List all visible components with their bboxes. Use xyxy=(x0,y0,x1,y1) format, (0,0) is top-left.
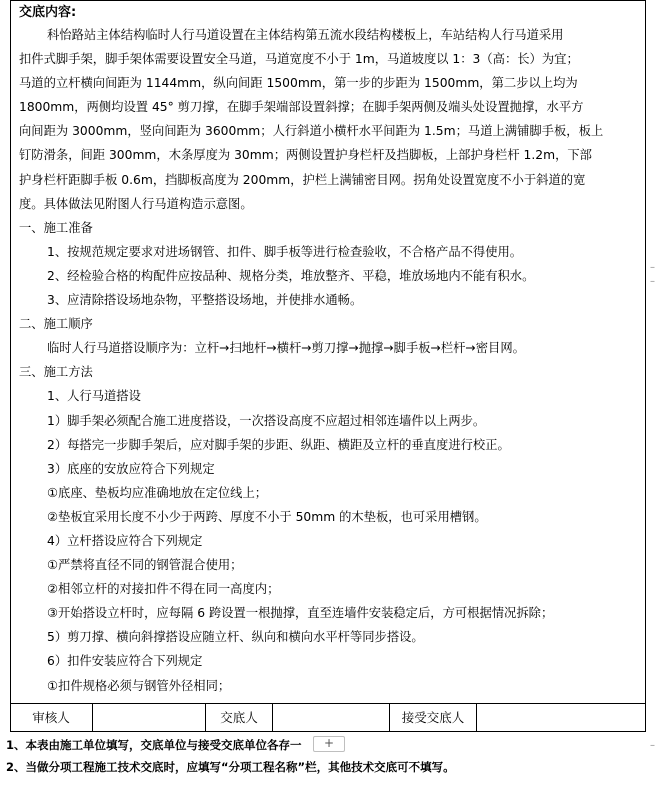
reviewer-field[interactable] xyxy=(93,704,205,731)
paragraph-line: 向间距为 3000mm，竖向间距为 3600mm；人行斜道小横杆水平间距为 1.5m；马道上满铺脚手板，板上 xyxy=(19,124,604,139)
list-item: ③开始搭设立杆时，应每隔 6 跨设置一根抛撑，直至连墙件安装稳定后，方可根据情况拆除； xyxy=(47,606,554,621)
signature-row xyxy=(10,703,646,732)
paragraph-line: 钉防滑条，间距 300mm，木条厚度为 30mm；两侧设置护身栏杆及挡脚板，上部护身栏杆 1.2m，下部 xyxy=(19,148,592,163)
disclosure-form xyxy=(10,0,646,732)
section-title: 一、施工准备 xyxy=(19,220,93,235)
list-item: 1）脚手架必须配合施工进度搭设，一次搭设高度不应超过相邻连墙件以上两步。 xyxy=(47,413,486,428)
list-item: 2、经检验合格的构配件应按品种、规格分类，堆放整齐、平稳，堆放场地内不能有积水。 xyxy=(47,268,535,283)
footnote-1: 1、本表由施工单位填写，交底单位与接受交底单位各存一 xyxy=(6,738,302,752)
list-item: 3）底座的安放应符合下列规定 xyxy=(47,461,215,476)
content-heading: 交底内容: xyxy=(19,5,77,20)
discloser-label: 交底人 xyxy=(220,710,258,725)
add-button[interactable]: + xyxy=(313,736,345,752)
list-item: 1、按规范规定要求对进场钢管、扣件、脚手板等进行检查验收，不合格产品不得使用。 xyxy=(47,244,523,259)
paragraph-line: 扣件式脚手架，脚手架体需要设置安全马道，马道宽度不小于 1m，马道坡度以 1：3（高：长）为宜； xyxy=(19,52,579,67)
scroll-marker: – xyxy=(650,276,655,287)
paragraph-line: 科怡路站主体结构临时人行马道设置在主体结构第五流水段结构楼板上，车站结构人行马道采用 xyxy=(47,28,564,42)
intro-paragraph xyxy=(19,23,639,216)
list-item: ①严禁将直径不同的钢管混合使用； xyxy=(47,558,243,573)
section-method xyxy=(19,360,639,697)
list-item: ①扣件规格必须与钢管外径相同； xyxy=(47,678,231,693)
disclosure-content xyxy=(19,3,639,698)
paragraph-line: 度。具体做法见附图人行马道构造示意图。 xyxy=(19,196,253,211)
list-item: ②相邻立杆的对接扣件不得在同一高度内； xyxy=(47,582,280,597)
receiver-field[interactable] xyxy=(477,704,644,731)
list-item: 5）剪刀撑、横向斜撑搭设应随立杆、纵向和横向水平杆等同步搭设。 xyxy=(47,630,424,645)
list-item: ①底座、垫板均应准确地放在定位线上； xyxy=(47,485,268,500)
section-preparation xyxy=(19,216,639,312)
list-item: 2）每搭完一步脚手架后，应对脚手架的步距、纵距、横距及立杆的垂直度进行校正。 xyxy=(47,437,510,452)
list-item: 6）扣件安装应符合下列规定 xyxy=(47,654,203,669)
scroll-marker: – xyxy=(650,740,655,751)
reviewer-label: 审核人 xyxy=(32,710,70,725)
list-item: 3、应清除搭设场地杂物，平整搭设场地，并使排水通畅。 xyxy=(47,293,363,308)
scroll-marker: – xyxy=(650,262,655,273)
section-title: 三、施工方法 xyxy=(19,365,93,380)
paragraph-line: 马道的立杆横向间距为 1144mm，纵向间距 1500mm，第一步的步距为 1500mm，第二步以上均为 xyxy=(19,76,578,91)
paragraph-line: 1800mm，两侧均设置 45° 剪刀撑，在脚手架端部设置斜撑；在脚手架两侧及端头处设置抛撑，水平方 xyxy=(19,100,584,115)
receiver-label: 接受交底人 xyxy=(401,710,465,725)
list-item: 1、人行马道搭设 xyxy=(47,389,141,404)
discloser-field[interactable] xyxy=(273,704,389,731)
list-item: 4）立杆搭设应符合下列规定 xyxy=(47,533,203,548)
list-item: 临时人行马道搭设顺序为：立杆→扫地杆→横杆→剪刀撑→抛撑→脚手板→栏杆→密目网。 xyxy=(47,341,525,356)
paragraph-line: 护身栏杆距脚手板 0.6m，挡脚板高度为 200mm，护栏上满铺密目网。拐角处设置宽度不小于斜道的宽 xyxy=(19,172,586,187)
section-title: 二、施工顺序 xyxy=(19,317,93,332)
section-sequence xyxy=(19,312,639,360)
footnote-2: 2、当做分项工程施工技术交底时，应填写“分项工程名称”栏，其他技术交底可不填写。 xyxy=(6,760,455,774)
list-item: ②垫板宜采用长度不小少于两跨、厚度不小于 50mm 的木垫板，也可采用槽钢。 xyxy=(47,509,487,524)
